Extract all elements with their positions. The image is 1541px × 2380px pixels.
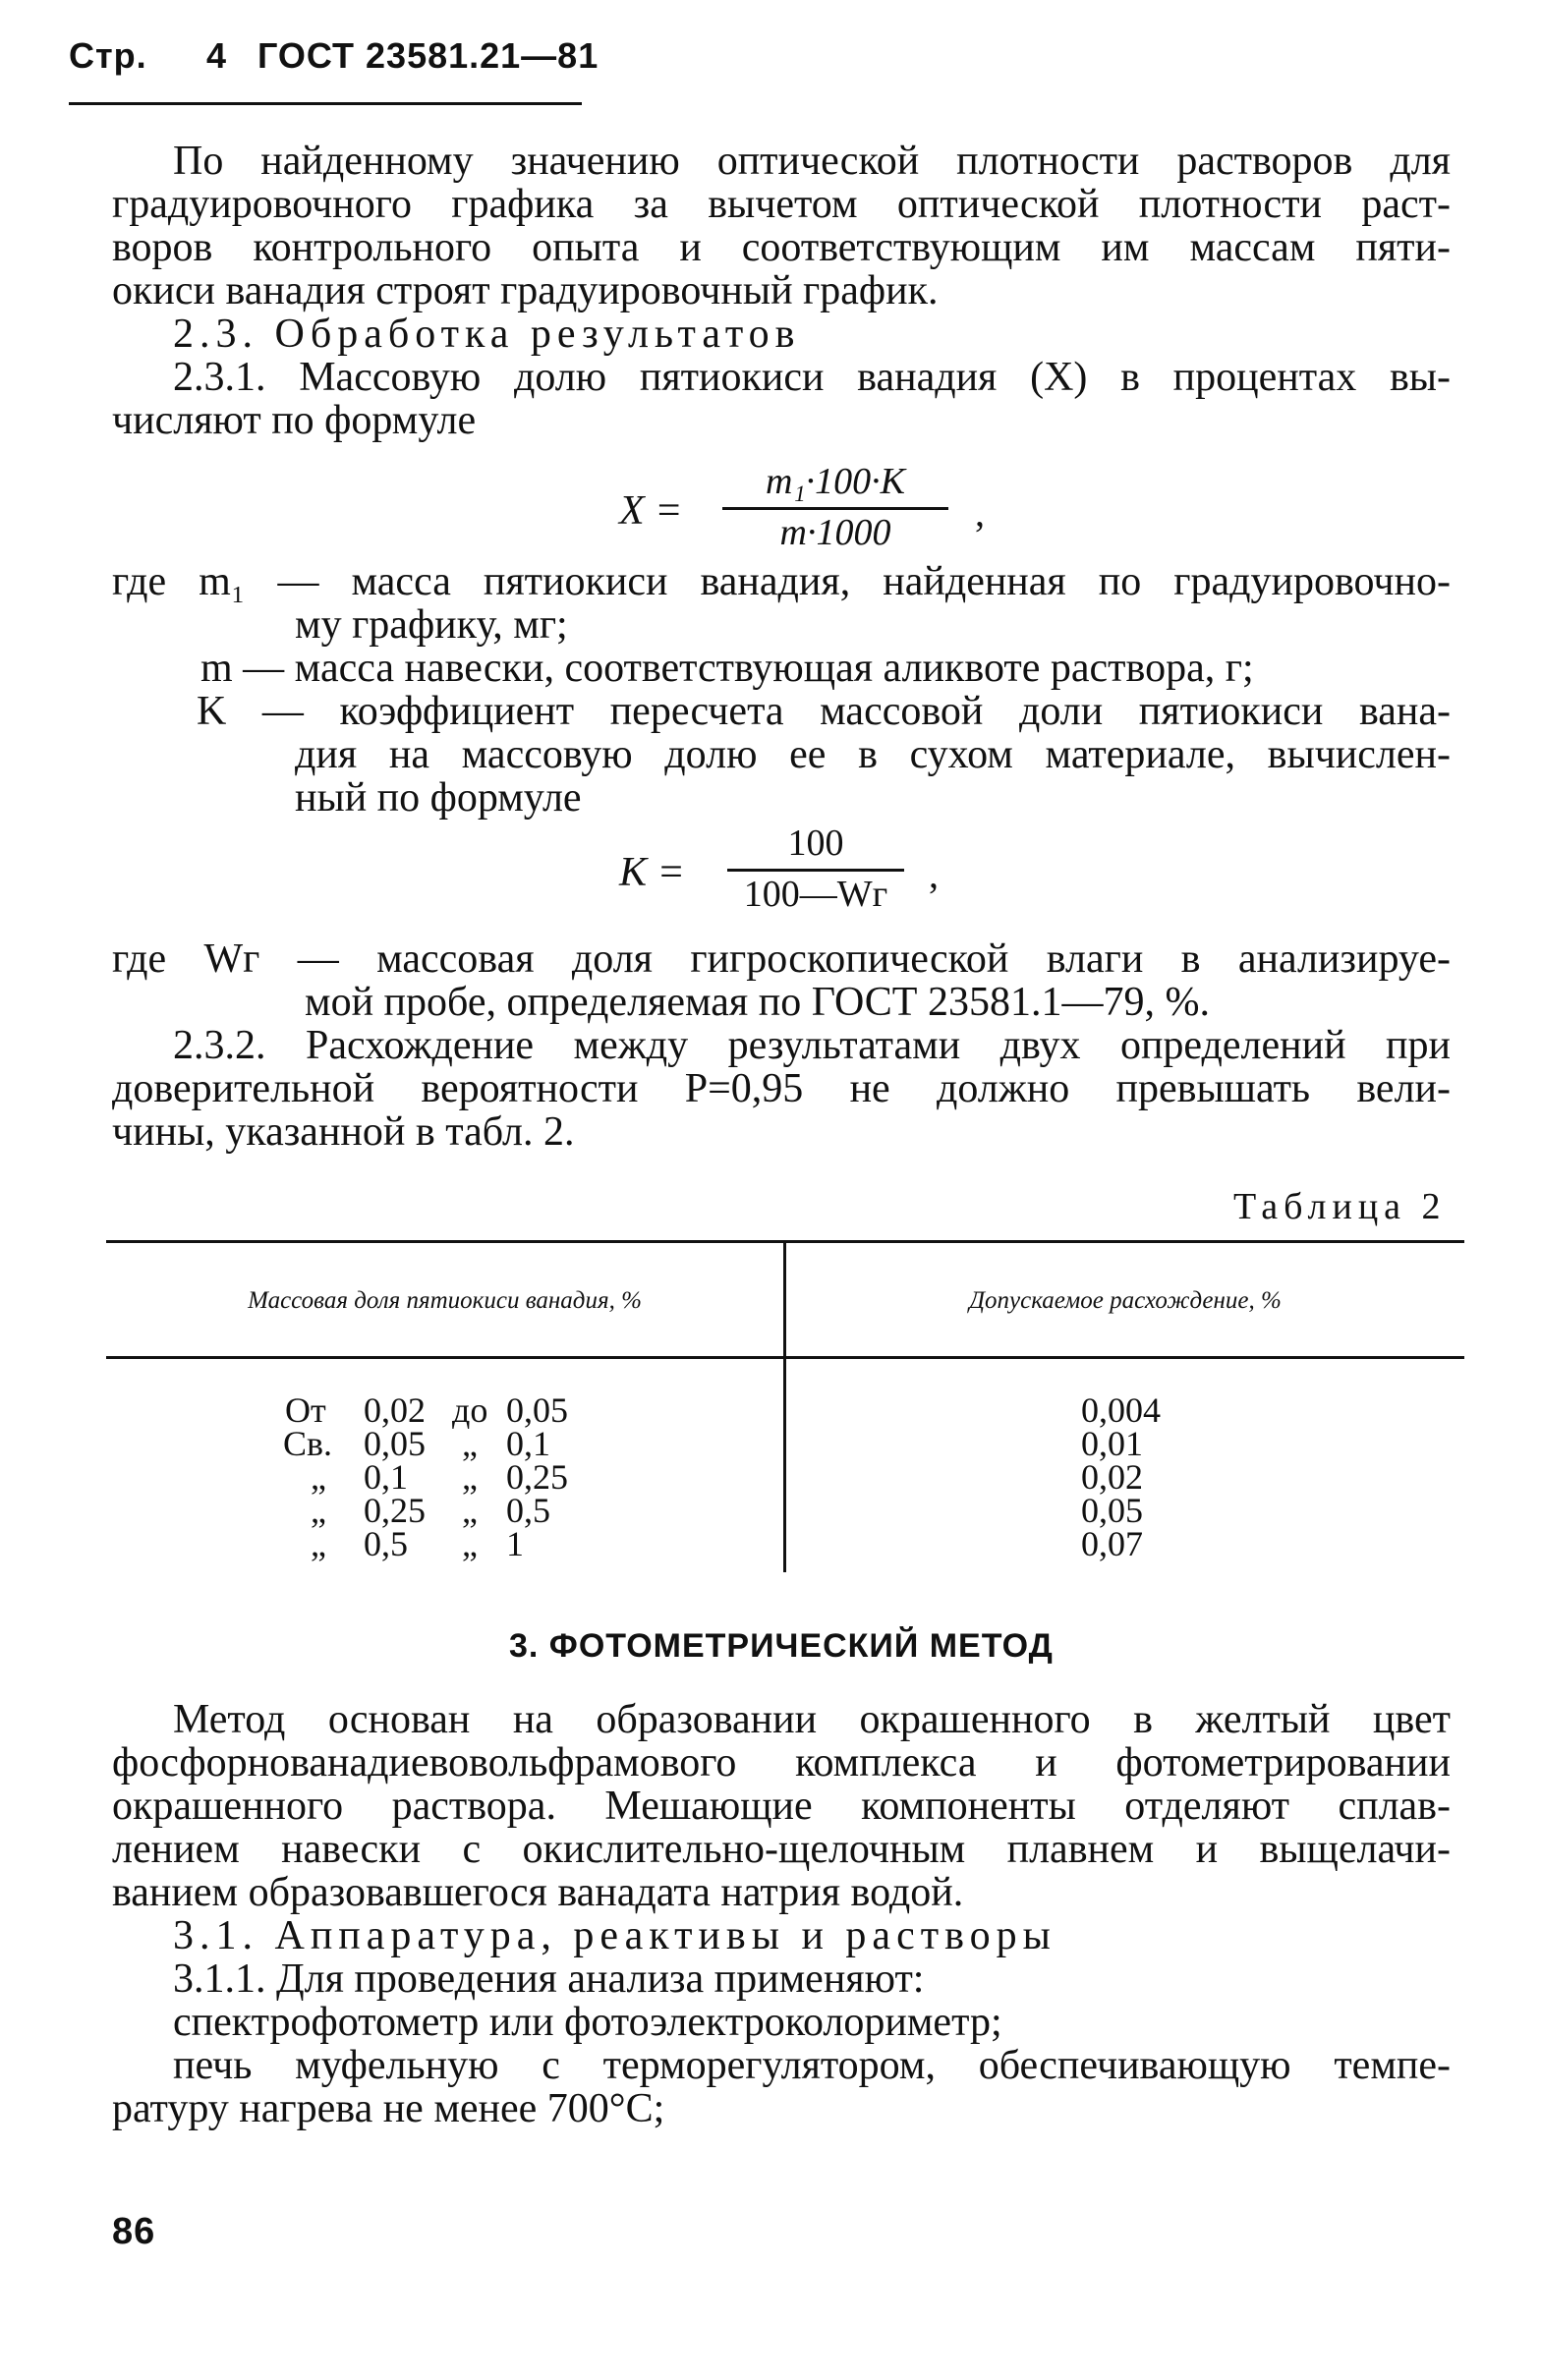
s3-intro-line-1: Метод основан на образовании окрашенного в желтый цвет (173, 1697, 1451, 1742)
row-value: 0,07 (1081, 1524, 1143, 1563)
row-from: 0,1 (364, 1457, 408, 1497)
s232-line-2: доверительной вероятности P=0,95 не должно превышать вели- (112, 1066, 1451, 1111)
s231-line-1: 2.3.1. Массовую долю пятиокиси ванадия (X) в процентах вы- (173, 355, 1451, 400)
where1-line-5: дия на массовую долю ее в сухом материале, вычислен- (295, 732, 1451, 777)
header-rule (69, 102, 582, 105)
where2-line-2: мой пробе, определяемая по ГОСТ 23581.1—79, %. (305, 980, 1210, 1025)
row-value: 0,004 (1081, 1390, 1161, 1430)
section-2-3-heading: 2.3. Обработка результатов (173, 312, 801, 357)
row-from: 0,5 (364, 1524, 408, 1563)
page-label: Стр. (69, 35, 147, 76)
row-value: 0,02 (1081, 1457, 1143, 1497)
where1-line-6: ный по формуле (295, 775, 582, 821)
formula-x (590, 462, 1002, 560)
s3-intro-line-3: окрашенного раствора. Мешающие компоненты отделяют сплав- (112, 1784, 1451, 1829)
s3-intro-line-2: фосфорнованадиевовольфрамового комплекса и фотометрировании (112, 1740, 1451, 1785)
intro-line-4: окиси ванадия строят градуировочный график. (112, 268, 939, 313)
page-number-top: 4 (206, 35, 228, 76)
row-from: 0,05 (364, 1424, 426, 1463)
formula-k (590, 823, 983, 922)
formula-k-numerator: 100 (787, 822, 844, 864)
formula-x-comma: , (975, 490, 985, 535)
item-spectrophotometer: спектрофотометр или фотоэлектроколориметр; (173, 2000, 1002, 2045)
table-header-col-2: Допускаемое расхождение, % (969, 1287, 1282, 1314)
s3-intro-line-4: лением навески с окислительно-щелочным плавнем и выщелачи- (112, 1827, 1451, 1872)
where1-line-3: m — масса навески, соответствующая аликвоте раствора, г; (200, 646, 1254, 691)
item-muffle-furnace-cont: ратуру нагрева не менее 700°С; (112, 2086, 665, 2131)
row-sep: „ (462, 1524, 478, 1563)
where1-line-2: му графику, мг; (295, 602, 568, 648)
row-prefix: „ (311, 1491, 326, 1530)
formula-x-denominator: m·1000 (779, 512, 891, 553)
row-sep: „ (462, 1457, 478, 1497)
s231-line-2: числяют по формуле (112, 398, 477, 443)
formula-x-lhs: X = (619, 488, 683, 534)
where1-line-4: K — коэффициент пересчета массовой доли пятиокиси вана- (197, 689, 1451, 734)
section-3-1-heading: 3.1. Аппаратура, реактивы и растворы (173, 1913, 1056, 1958)
where2-line-1: где Wг — массовая доля гигроскопической влаги в анализируе- (112, 936, 1451, 982)
row-prefix: „ (311, 1457, 326, 1497)
where1-line-1: где m₁ — масса пятиокиси ванадия, найденная по градуировочно- (112, 559, 1451, 604)
row-value: 0,01 (1081, 1424, 1143, 1463)
row-prefix: „ (311, 1524, 326, 1563)
intro-line-1: По найденному значению оптической плотности растворов для (173, 139, 1451, 184)
formula-k-lhs: K = (619, 850, 685, 895)
row-sep: до (452, 1390, 488, 1430)
table-header-col-1: Массовая доля пятиокиси ванадия, % (248, 1287, 642, 1314)
standard-code: ГОСТ 23581.21—81 (257, 35, 599, 76)
row-from: 0,02 (364, 1390, 426, 1430)
intro-line-3: воров контрольного опыта и соответствующим им массам пяти- (112, 225, 1451, 270)
item-muffle-furnace: печь муфельную с терморегулятором, обеспечивающую темпе- (173, 2043, 1451, 2088)
row-sep: „ (462, 1491, 478, 1530)
table-header-rule (106, 1356, 1464, 1359)
formula-k-comma: , (929, 852, 939, 896)
s232-line-1: 2.3.2. Расхождение между результатами двух определений при (173, 1023, 1451, 1068)
row-value: 0,05 (1081, 1491, 1143, 1530)
row-to: 0,05 (506, 1390, 568, 1430)
row-to: 0,25 (506, 1457, 568, 1497)
formula-x-bar (722, 507, 948, 510)
row-to: 1 (506, 1524, 524, 1563)
s232-line-3: чины, указанной в табл. 2. (112, 1109, 575, 1155)
s3-intro-line-5: ванием образовавшегося ванадата натрия водой. (112, 1870, 964, 1915)
formula-k-bar (727, 869, 904, 872)
section-3-1-1: 3.1.1. Для проведения анализа применяют: (173, 1956, 925, 2002)
row-from: 0,25 (364, 1491, 426, 1530)
table-caption: Таблица 2 (1233, 1186, 1447, 1227)
row-to: 0,5 (506, 1491, 550, 1530)
row-sep: „ (462, 1424, 478, 1463)
row-prefix: От (285, 1390, 326, 1430)
formula-k-denominator: 100—Wг (743, 874, 888, 915)
footer-page-number: 86 (112, 2211, 156, 2252)
intro-line-2: градуировочного графика за вычетом оптической плотности раст- (112, 182, 1451, 227)
row-to: 0,1 (506, 1424, 550, 1463)
section-3-title: 3. ФОТОМЕТРИЧЕСКИЙ МЕТОД (509, 1627, 1054, 1665)
formula-x-numerator: m₁·100·K (766, 461, 905, 502)
row-prefix: Св. (283, 1424, 333, 1463)
